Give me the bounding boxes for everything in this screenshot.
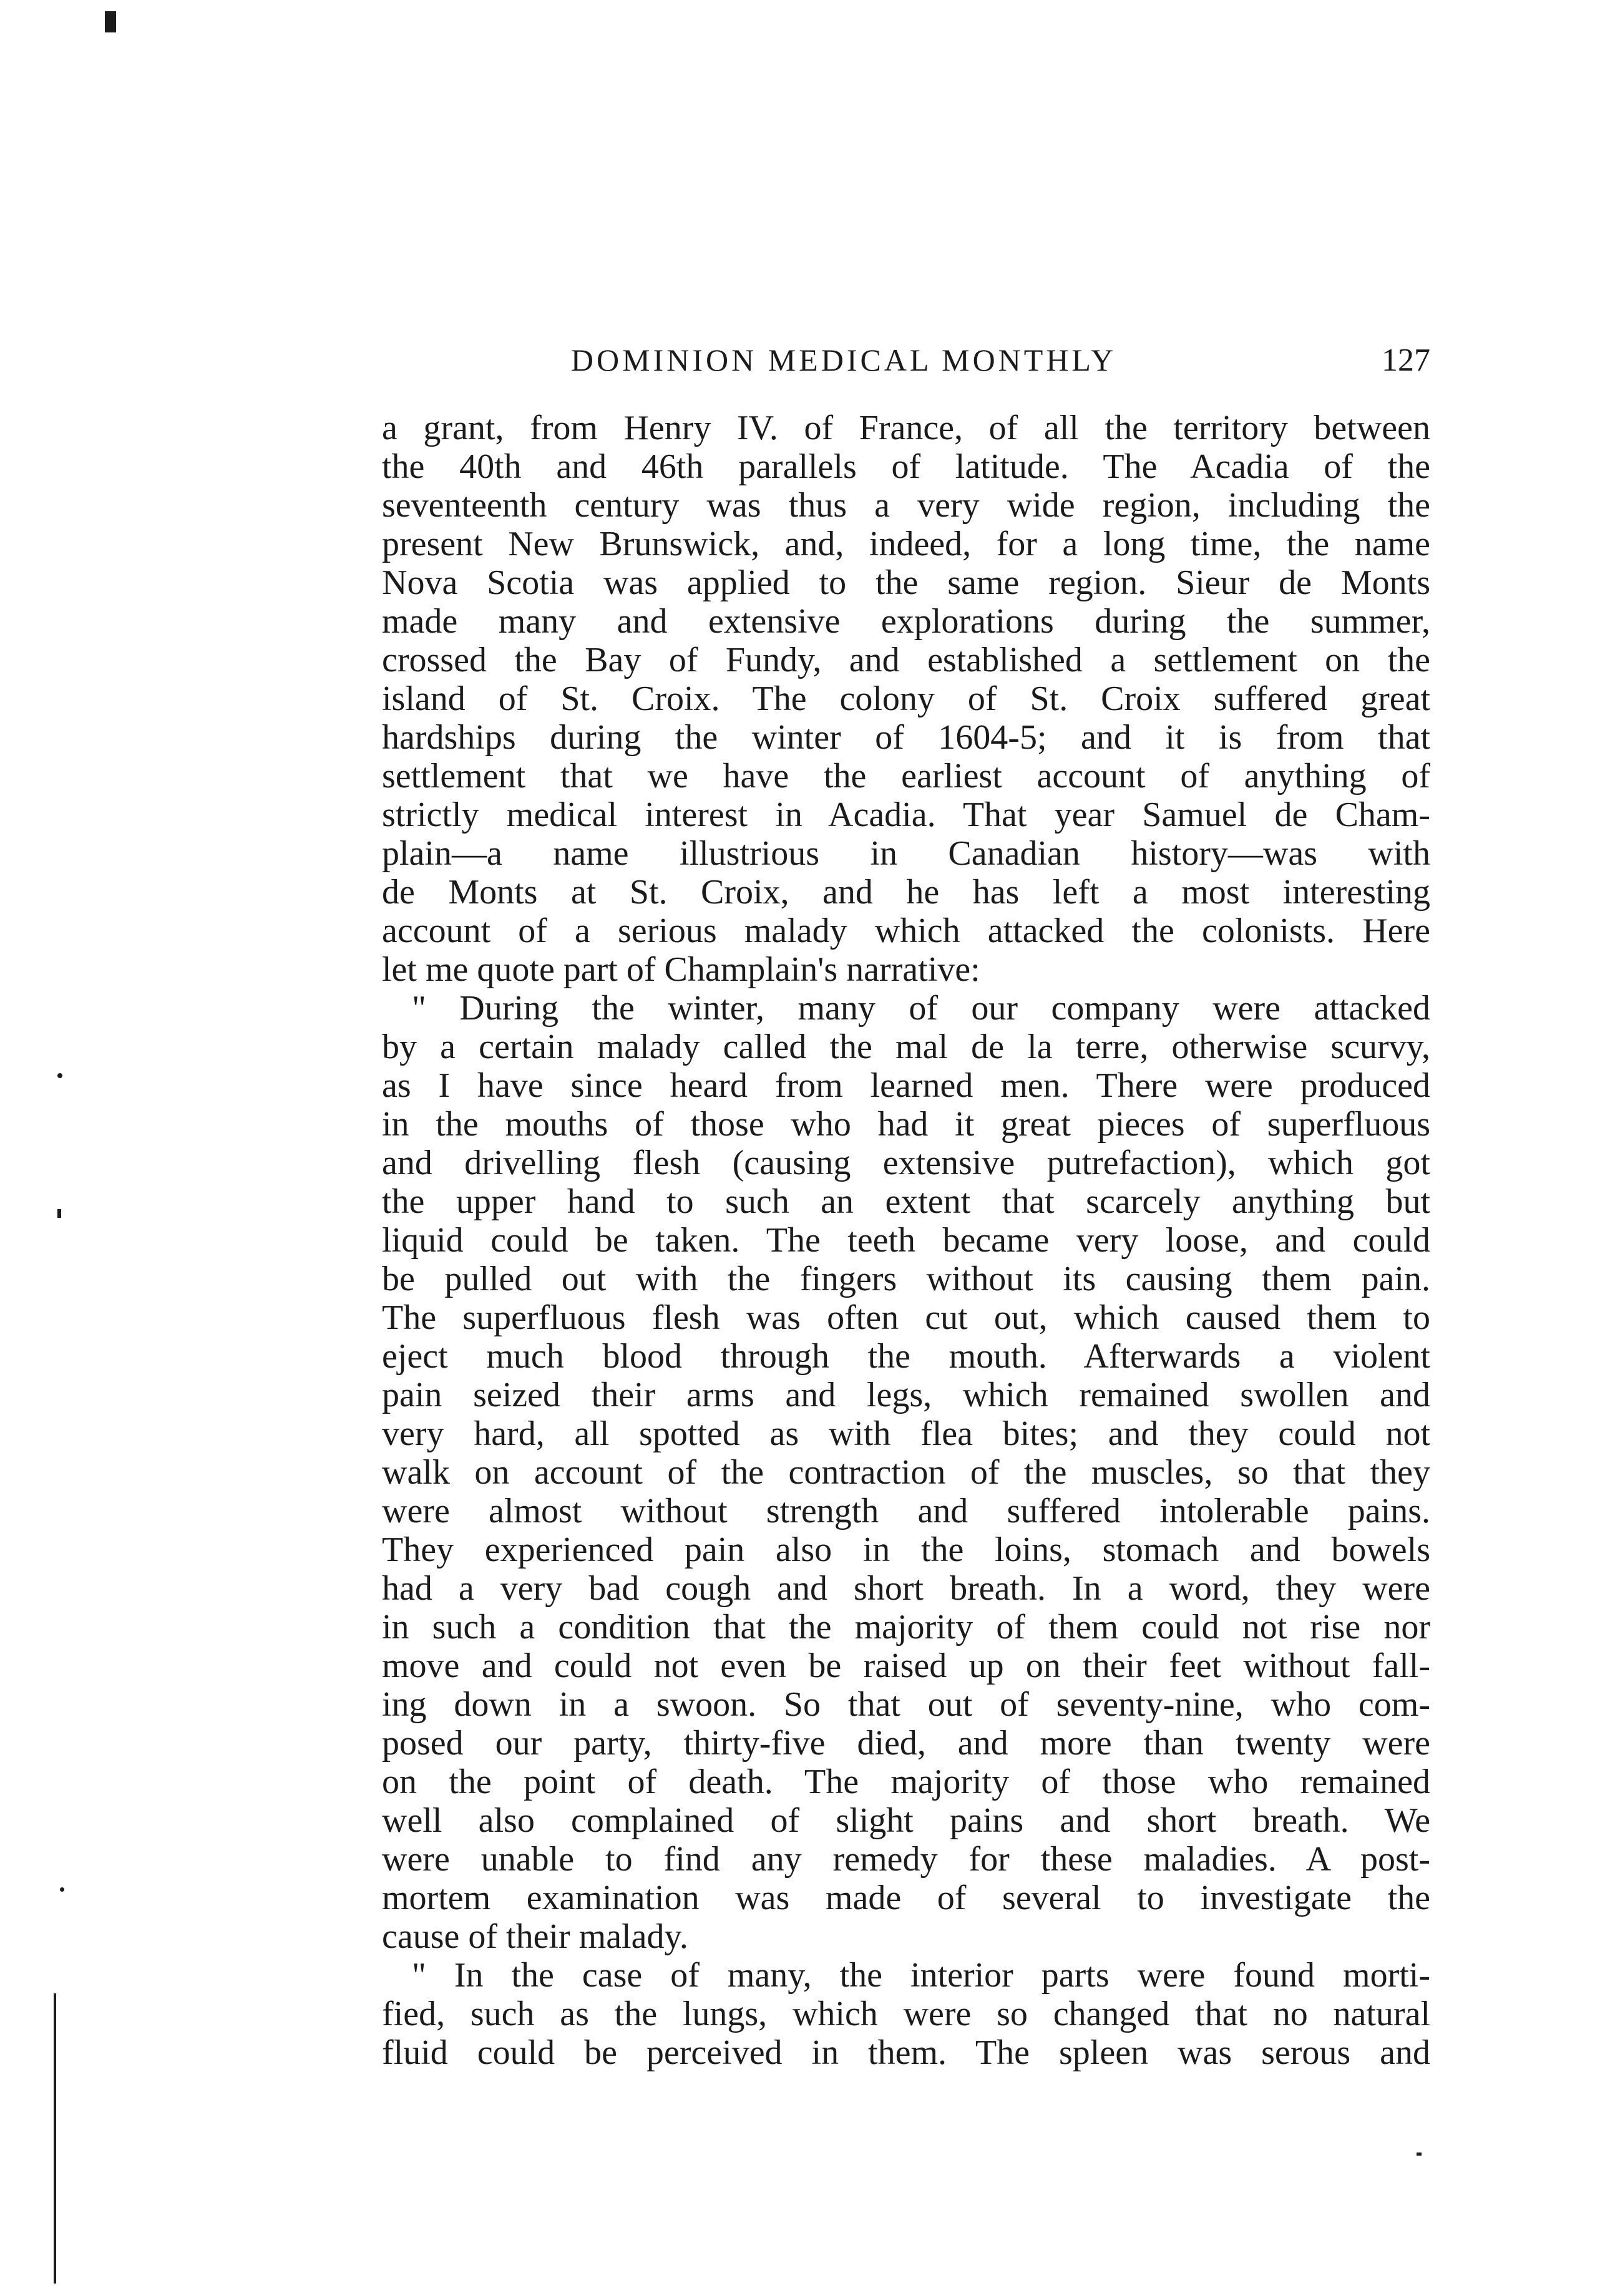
text-line: plain—a name illustrious in Canadian history—was with (382, 834, 1430, 873)
text-line: posed our party, thirty-five died, and more than twenty were (382, 1724, 1430, 1763)
text-line: cause of their malady. (382, 1917, 688, 1956)
text-line: had a very bad cough and short breath. In a word, they were (382, 1569, 1430, 1608)
text-line: in the mouths of those who had it great pieces of superfluous (382, 1105, 1430, 1144)
text-line: The superfluous flesh was often cut out, which caused them to (382, 1298, 1430, 1337)
paragraph-start-line: " During the winter, many of our company were attacked (412, 989, 1430, 1028)
text-line: pain seized their arms and legs, which remained swollen and (382, 1376, 1430, 1414)
text-line: and drivelling flesh (causing extensive putrefaction), which got (382, 1144, 1430, 1182)
text-line: fied, such as the lungs, which were so changed that no natural (382, 1995, 1430, 2033)
text-line: present New Brunswick, and, indeed, for a long time, the name (382, 525, 1430, 563)
text-line: ing down in a swoon. So that out of seventy-nine, who com- (382, 1685, 1430, 1724)
text-line: the 40th and 46th parallels of latitude. The Acadia of the (382, 447, 1430, 486)
text-line: were unable to find any remedy for these maladies. A post- (382, 1840, 1430, 1879)
text-line: liquid could be taken. The teeth became very loose, and could (382, 1221, 1430, 1260)
text-line: very hard, all spotted as with flea bites; and they could not (382, 1414, 1430, 1453)
text-line: well also complained of slight pains and short breath. We (382, 1801, 1430, 1840)
running-head: DOMINION MEDICAL MONTHLY (570, 343, 1117, 377)
text-line: in such a condition that the majority of them could not rise nor (382, 1608, 1430, 1647)
text-line: island of St. Croix. The colony of St. Croix suffered great (382, 679, 1430, 718)
text-line: made many and extensive explorations during the summer, (382, 602, 1430, 641)
scan-artifact-mark (105, 11, 116, 32)
body-text (382, 409, 1430, 2072)
text-line: on the point of death. The majority of those who remained (382, 1763, 1430, 1801)
text-line: a grant, from Henry IV. of France, of all the territory between (382, 409, 1430, 447)
text-line: by a certain malady called the mal de la terre, otherwise scurvy, (382, 1028, 1430, 1066)
text-line: the upper hand to such an extent that scarcely anything but (382, 1182, 1430, 1221)
scan-artifact-mark (57, 1209, 61, 1218)
scan-artifact-mark (57, 1073, 62, 1078)
scan-artifact-mark (1417, 2152, 1422, 2156)
page-header (382, 342, 1430, 386)
text-line: They experienced pain also in the loins, stomach and bowels (382, 1530, 1430, 1569)
text-line: de Monts at St. Croix, and he has left a most interesting (382, 873, 1430, 912)
text-line: mortem examination was made of several to investigate the (382, 1879, 1430, 1917)
paragraph-start-line: " In the case of many, the interior parts were found morti- (412, 1956, 1430, 1995)
text-line: walk on account of the contraction of the muscles, so that they (382, 1453, 1430, 1492)
text-line: let me quote part of Champlain's narrative: (382, 950, 980, 989)
text-line: fluid could be perceived in them. The spleen was serous and (382, 2033, 1430, 2072)
text-line: eject much blood through the mouth. Afterwards a violent (382, 1337, 1430, 1376)
text-line: move and could not even be raised up on their feet without fall- (382, 1647, 1430, 1685)
text-line: crossed the Bay of Fundy, and established a settlement on the (382, 641, 1430, 679)
text-line: as I have since heard from learned men. There were produced (382, 1066, 1430, 1105)
text-line: settlement that we have the earliest account of anything of (382, 757, 1430, 795)
scan-artifact-mark (60, 1887, 64, 1892)
text-line: were almost without strength and suffered intolerable pains. (382, 1492, 1430, 1530)
text-line: be pulled out with the fingers without its causing them pain. (382, 1260, 1430, 1298)
text-line: account of a serious malady which attacked the colonists. Here (382, 912, 1430, 950)
scan-artifact-rule (54, 1993, 56, 2284)
text-line: Nova Scotia was applied to the same region. Sieur de Monts (382, 563, 1430, 602)
text-line: hardships during the winter of 1604-5; and it is from that (382, 718, 1430, 757)
text-line: strictly medical interest in Acadia. That year Samuel de Cham- (382, 795, 1430, 834)
text-line: seventeenth century was thus a very wide region, including the (382, 486, 1430, 525)
page-number: 127 (1382, 343, 1430, 378)
